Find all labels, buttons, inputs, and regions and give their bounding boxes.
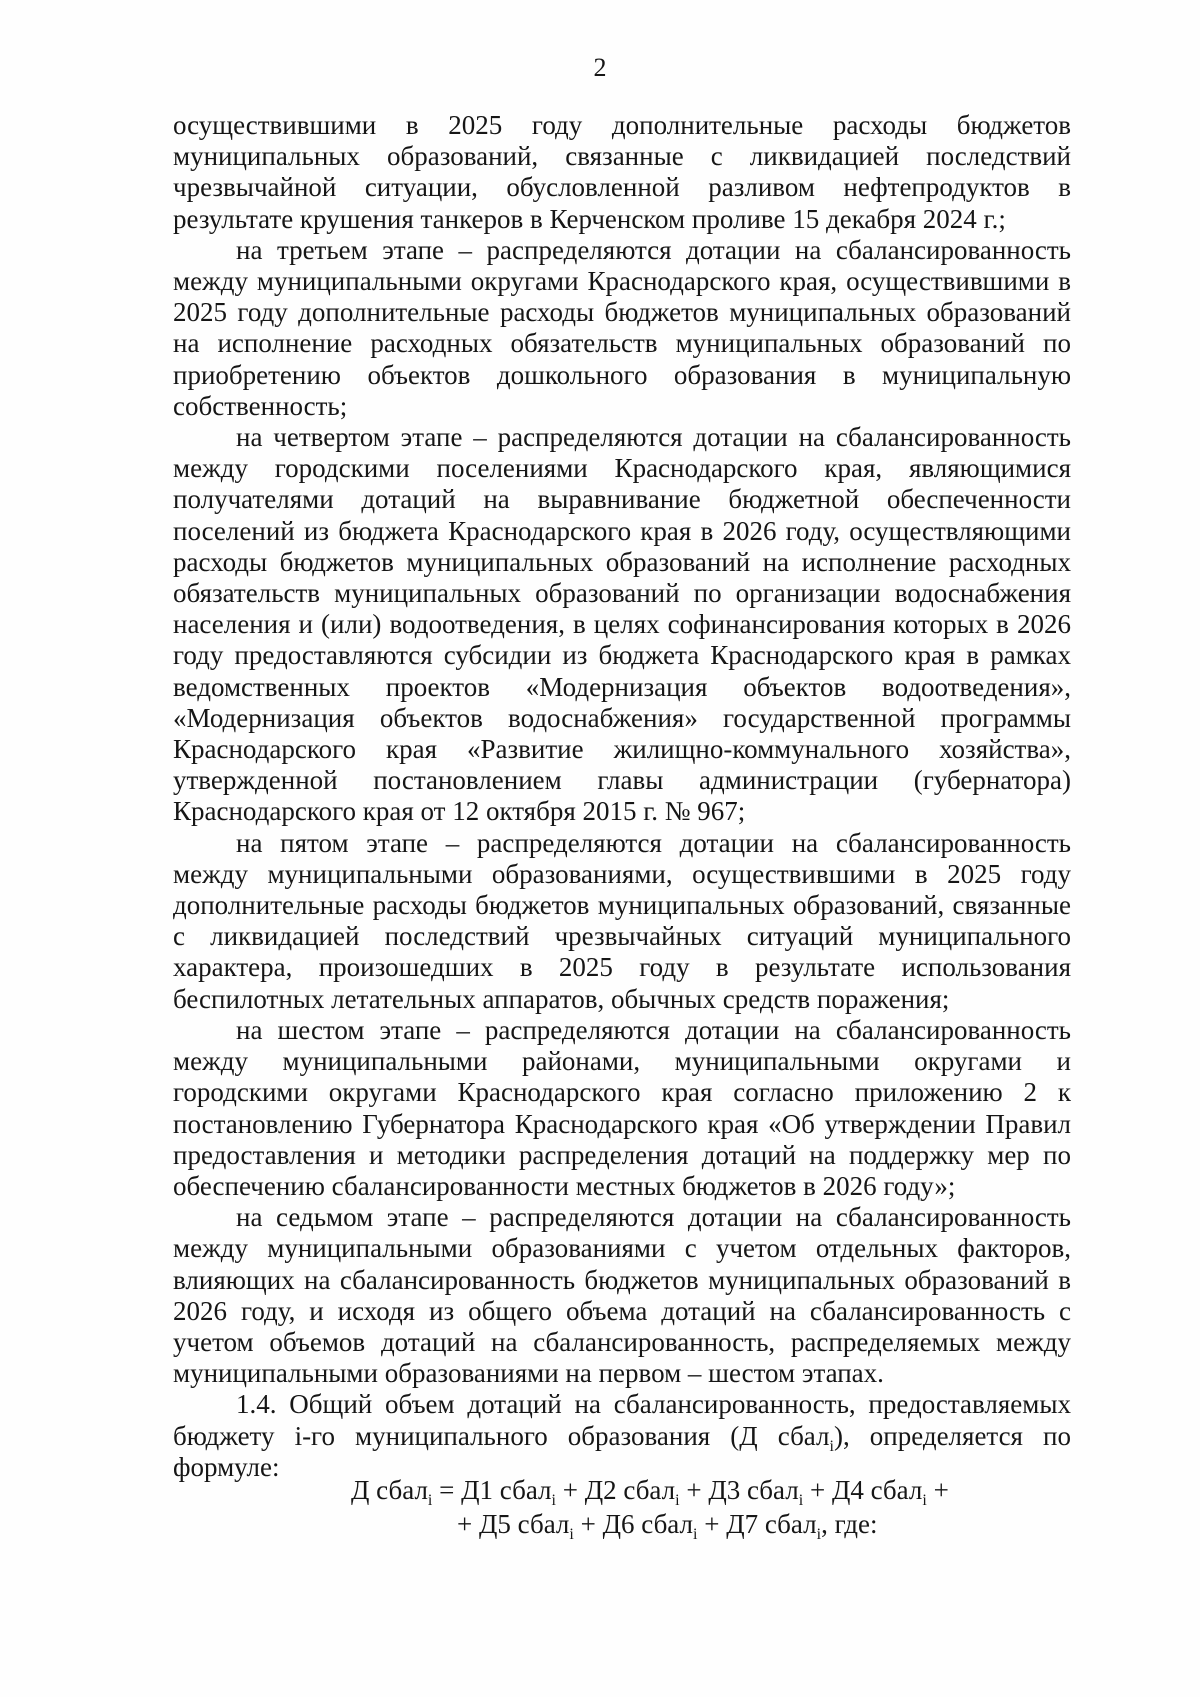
formula-term: Д7 сбал xyxy=(726,1509,817,1539)
formula-subscript: i xyxy=(816,1526,822,1543)
formula-subscript: i xyxy=(427,1492,433,1509)
formula-subscript: i xyxy=(551,1492,556,1509)
formula-subscript: i xyxy=(675,1492,680,1509)
formula-term: Д5 сбал xyxy=(478,1509,570,1539)
paragraph-stage-4: на четвертом этапе – распределяются дотации на сбалансированность между городскими поселениями Краснодарского края, являющимися получателями дотаций на выравнивание бюджетной обеспеченности поселений из бюджета Краснодарского края в 2026 году, осуществляющими расходы бюджетов муниципальных образований на исполнение расходных обязательств муниципальных образований по организации водоснабжения населения и (или) водоотведения, в целях софинансирования которых в 2026 году предоставляются субсидии из бюджета Краснодарского края в рамках ведомственных проектов «Модернизация объектов водоотведения», «Модернизация объектов водоснабжения» государственной программы Краснодарского края «Развитие жилищно-коммунального хозяйства», утвержденной постановлением главы администрации (губернатора) Краснодарского края от 12 октября 2015 г. № 967; xyxy=(173,422,1071,827)
formula-term: Д3 сбал xyxy=(708,1475,799,1505)
formula-operator: + xyxy=(926,1475,949,1505)
paragraph-stage-6: на шестом этапе – распределяются дотации на сбалансированность между муниципальными районами, муниципальными округами и городскими округами Краснодарского края согласно приложению 2 к постановлению Губернатора Краснодарского края «Об утверждении Правил предоставления и методики распределения дотаций на поддержку мер по обеспечению сбалансированности местных бюджетов в 2026 году»; xyxy=(173,1014,1071,1201)
page-number: 2 xyxy=(593,53,607,82)
formula-operator: + xyxy=(803,1475,832,1505)
formula-subscript: i xyxy=(922,1492,927,1509)
document-body xyxy=(173,110,1071,1483)
paragraph-stage-3: на третьем этапе – распределяются дотации на сбалансированность между муниципальными округами Краснодарского края, осуществившими в 2025 году дополнительные расходы бюджетов муниципальных образований на исполнение расходных обязательств муниципальных образований по приобретению объектов дошкольного образования в муниципальную собственность; xyxy=(173,234,1071,421)
formula-term: Д1 сбал xyxy=(461,1475,552,1505)
clause-1-4-subscript: i xyxy=(829,1437,834,1455)
formula-term: Д2 сбал xyxy=(584,1475,676,1505)
clause-1-4-text-end: ), определяется по формуле: xyxy=(173,1420,1071,1482)
formula-operator: + xyxy=(573,1509,603,1539)
formula-subscript: i xyxy=(798,1492,804,1509)
formula-operator: , где: xyxy=(821,1509,878,1539)
formula-subscript: i xyxy=(569,1526,574,1543)
paragraph-stage-7: на седьмом этапе – распределяются дотации на сбалансированность между муниципальными образованиями с учетом отдельных факторов, влияющих на сбалансированность бюджетов муниципальных образований в 2026 году, и исходя из общего объема дотаций на сбалансированность с учетом объемов дотаций на сбалансированность, распределяемых между муниципальными образованиями на первом – шестом этапах. xyxy=(173,1202,1071,1389)
formula-subscript: i xyxy=(693,1526,698,1543)
formula xyxy=(173,1473,1071,1541)
formula-operator: + xyxy=(555,1475,585,1505)
formula-operator: + xyxy=(679,1475,709,1505)
paragraph-stage-5: на пятом этапе – распределяются дотации на сбалансированность между муниципальными образованиями, осуществившими в 2025 году дополнительные расходы бюджетов муниципальных образований, связанные с ликвидацией последствий чрезвычайных ситуаций муниципального характера, произошедших в 2025 году в результате использования беспилотных летательных аппаратов, обычных средств поражения; xyxy=(173,827,1071,1014)
formula-operator: + xyxy=(697,1509,727,1539)
formula-term: Д6 сбал xyxy=(602,1509,694,1539)
formula-term: Д сбал xyxy=(351,1475,428,1505)
formula-term: Д4 сбал xyxy=(831,1475,923,1505)
paragraph-clause-1-4 xyxy=(173,1389,1071,1483)
paragraph-continuation: осуществившими в 2025 году дополнительные расходы бюджетов муниципальных образований, связанные с ликвидацией последствий чрезвычайной ситуации, обусловленной разливом нефтепродуктов в результате крушения танкеров в Керченском проливе 15 декабря 2024 г.; xyxy=(173,110,1071,234)
formula-line-1 xyxy=(173,1473,1071,1507)
clause-1-4-text: 1.4. Общий объем дотаций на сбалансированность, предоставляемых бюджету i-го муниципального образования (Д сбал xyxy=(173,1389,1071,1451)
formula-operator: + xyxy=(457,1509,479,1539)
formula-operator: = xyxy=(432,1475,462,1505)
formula-line-2 xyxy=(173,1507,1071,1541)
